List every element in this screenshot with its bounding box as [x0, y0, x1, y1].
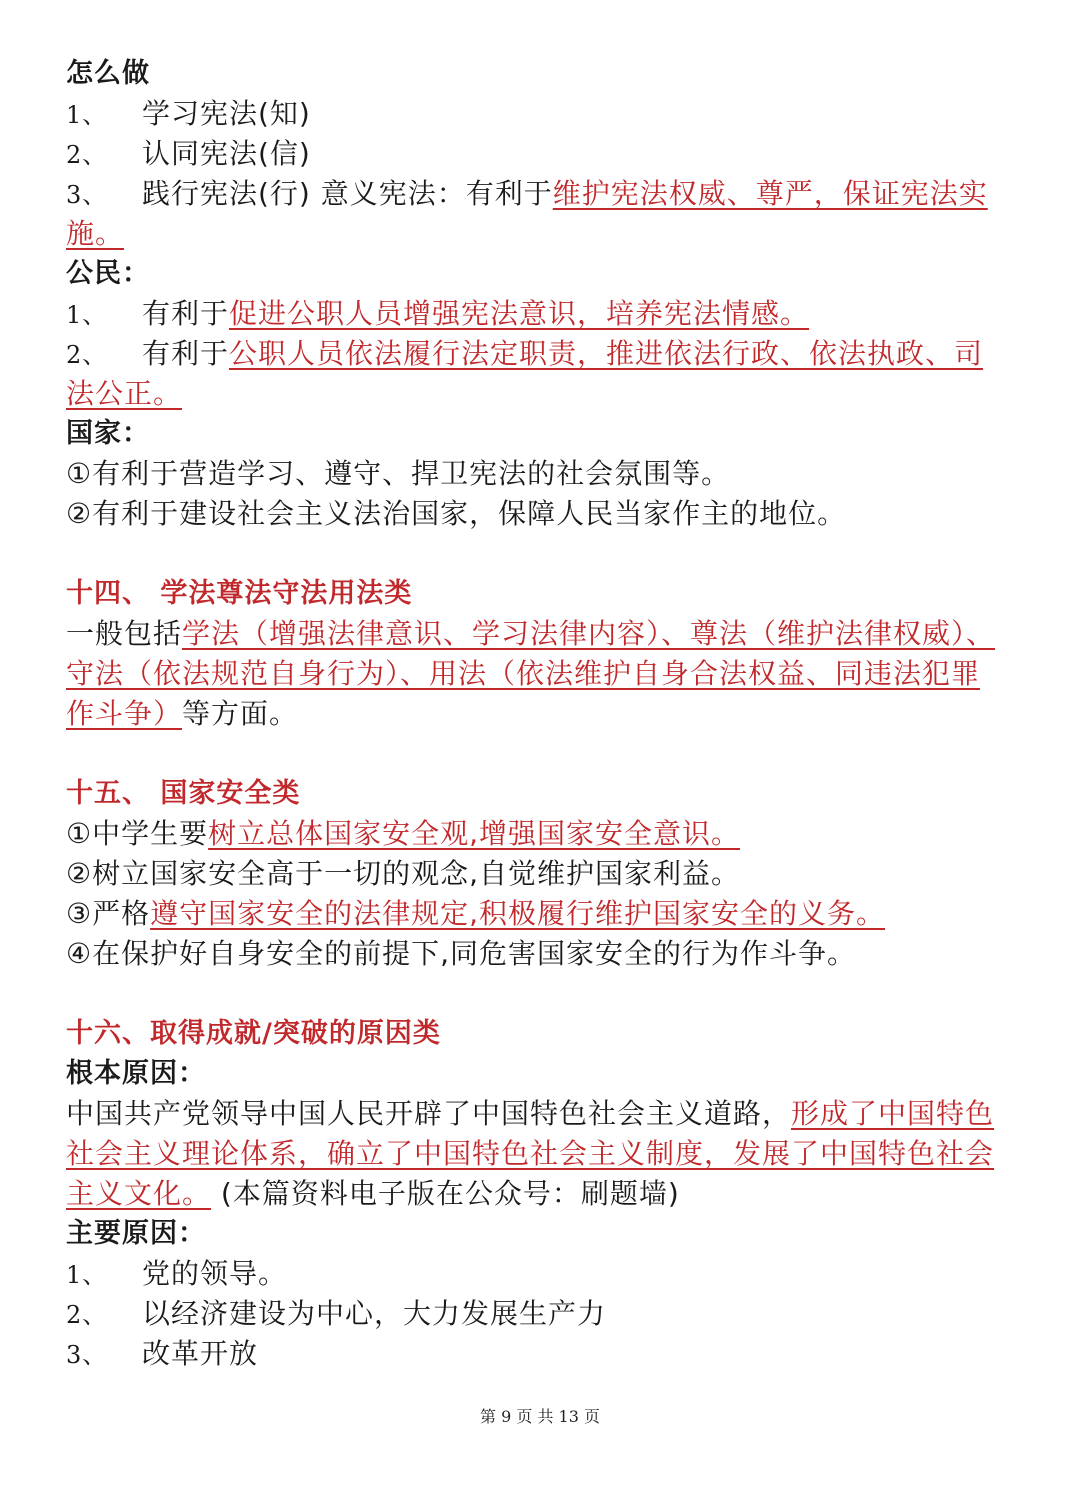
page-footer: 第 9 页 共 13 页 — [480, 1407, 600, 1426]
list-item-continuation: 法公正。 — [66, 377, 183, 410]
list-item-continuation: 施。 — [66, 217, 125, 250]
heading-how: 怎么做 — [66, 58, 150, 89]
list-item: ②树立国家安全高于一切的观念,自觉维护国家利益。 — [66, 857, 741, 890]
list-item: 1、 有利于促进公职人员增强宪法意识，培养宪法情感。 — [66, 297, 810, 330]
list-item: 1、 党的领导。 — [66, 1257, 288, 1290]
section-heading-14: 十四、 学法尊法守法用法类 — [66, 578, 413, 609]
list-item: 1、 学习宪法(知) — [66, 97, 311, 130]
list-item: ①有利于营造学习、遵守、捍卫宪法的社会氛围等。 — [66, 457, 731, 490]
document-page — [66, 54, 1026, 1374]
list-item: ③严格遵守国家安全的法律规定,积极履行维护国家安全的义务。 — [66, 897, 886, 930]
paragraph-line: 中国共产党领导中国人民开辟了中国特色社会主义道路，形成了中国特色 — [66, 1097, 995, 1130]
heading-nation: 国家： — [66, 418, 150, 449]
list-item: ②有利于建设社会主义法治国家，保障人民当家作主的地位。 — [66, 497, 847, 530]
list-item: ④在保护好自身安全的前提下,同危害国家安全的行为作斗争。 — [66, 937, 857, 970]
section-heading-16: 十六、取得成就/突破的原因类 — [66, 1018, 441, 1049]
paragraph-line: 作斗争）等方面。 — [66, 697, 299, 730]
list-item: 2、 以经济建设为中心，大力发展生产力 — [66, 1297, 607, 1330]
paragraph-line: 主义文化。 (本篇资料电子版在公众号：刷题墙) — [66, 1177, 680, 1210]
list-item: 3、 践行宪法(行) 意义宪法：有利于维护宪法权威、尊严，保证宪法实 — [66, 177, 988, 210]
heading-citizen: 公民： — [66, 258, 150, 289]
paragraph-line: 一般包括学法（增强法律意识、学习法律内容）、尊法（维护法律权威）、 — [66, 617, 996, 650]
list-item: 3、 改革开放 — [66, 1337, 259, 1370]
subheading-main-cause: 主要原因： — [66, 1218, 206, 1249]
paragraph-line: 守法（依法规范自身行为）、用法（依法维护自身合法权益、同违法犯罪 — [66, 657, 981, 690]
section-heading-15: 十五、 国家安全类 — [66, 778, 301, 809]
list-item: 2、 认同宪法(信) — [66, 137, 311, 170]
list-item: ①中学生要树立总体国家安全观,增强国家安全意识。 — [66, 817, 741, 850]
subheading-root-cause: 根本原因： — [66, 1058, 206, 1089]
paragraph-line: 社会主义理论体系，确立了中国特色社会主义制度，发展了中国特色社会 — [66, 1137, 995, 1170]
list-item: 2、 有利于公职人员依法履行法定职责，推进依法行政、依法执政、司 — [66, 337, 984, 370]
